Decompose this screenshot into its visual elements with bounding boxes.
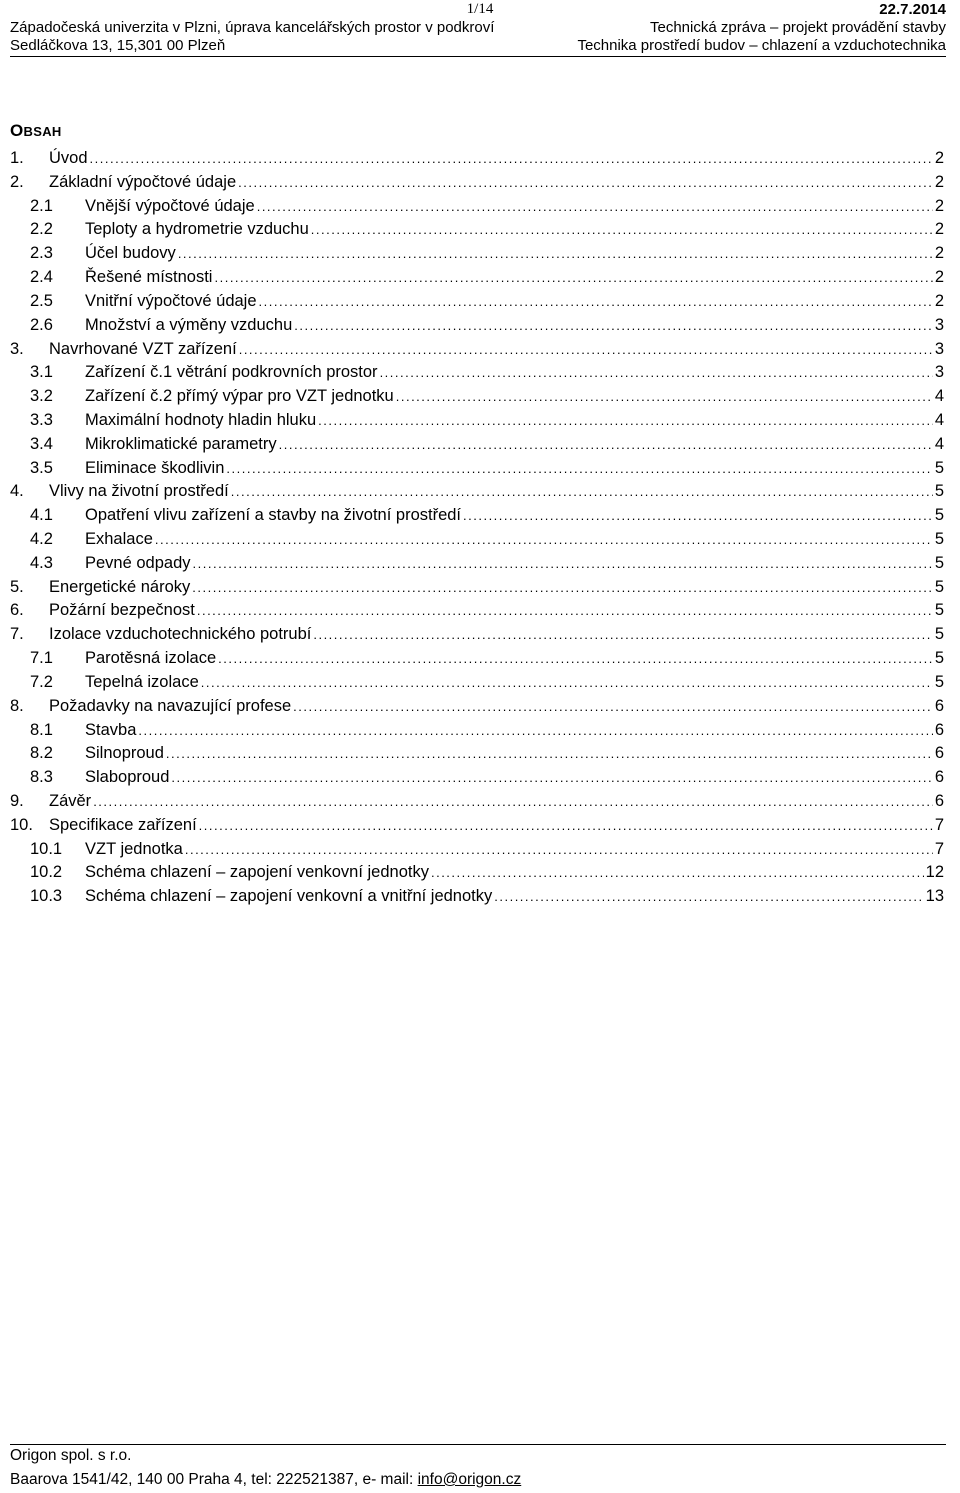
toc-entry[interactable]: [10, 552, 944, 576]
toc-entry-page: 6: [934, 791, 944, 810]
toc-entry-title: Izolace vzduchotechnického potrubí: [49, 625, 312, 644]
toc-title-rest: BSAH: [23, 124, 62, 139]
toc-entry-number: 7.2: [30, 672, 53, 691]
toc-entry-title: Pevné odpady: [85, 553, 191, 572]
toc-entry[interactable]: [10, 147, 944, 171]
toc-entry-number: 5.: [10, 577, 24, 596]
toc-dot-leader: [178, 242, 933, 266]
toc-entry[interactable]: [10, 266, 944, 290]
toc-entry-page: 2: [934, 220, 944, 239]
toc-entry-number: 4.: [10, 482, 24, 501]
toc-entry-page: 5: [934, 553, 944, 572]
toc-dot-leader: [201, 671, 933, 695]
toc-entry[interactable]: [10, 361, 944, 385]
toc-entry-number: 3.4: [30, 434, 53, 453]
toc-entry-title: Eliminace škodlivin: [85, 458, 225, 477]
toc-entry[interactable]: [10, 338, 944, 362]
toc-dot-leader: [93, 790, 933, 814]
toc-entry-number: 10.1: [30, 839, 63, 858]
toc-entry-title: Stavba: [85, 720, 137, 739]
toc-entry-title: Schéma chlazení – zapojení venkovní a vnitřní jednotky: [85, 887, 493, 906]
toc-entry-page: 3: [934, 339, 944, 358]
toc-entry[interactable]: [10, 433, 944, 457]
toc-entry-title: Závěr: [49, 791, 92, 810]
page-number: 1/14: [466, 1, 494, 17]
toc-entry[interactable]: [10, 790, 944, 814]
toc-entry-number: 2.1: [30, 196, 53, 215]
toc-dot-leader: [155, 528, 933, 552]
toc-entry-title: Základní výpočtové údaje: [49, 172, 237, 191]
toc-entry[interactable]: [10, 504, 944, 528]
toc-entry-title: Opatření vlivu zařízení a stavby na životní prostředí: [85, 506, 462, 525]
toc-entry-page: 5: [934, 530, 944, 548]
toc-entry-page: 6: [934, 720, 944, 739]
toc-entry[interactable]: [10, 671, 944, 695]
toc-entry[interactable]: [10, 576, 944, 600]
toc-entry[interactable]: [10, 171, 944, 195]
toc-entry-number: 6.: [10, 601, 24, 620]
toc-entry[interactable]: [10, 480, 944, 504]
toc-entry-number: 2.5: [30, 291, 53, 310]
toc-entry[interactable]: [10, 766, 944, 790]
toc-entry-number: 3.5: [30, 458, 53, 477]
toc-dot-leader: [238, 171, 933, 195]
project-name: Západočeská univerzita v Plzni, úprava kancelářských prostor v podkroví: [10, 19, 495, 36]
toc-entry-title: Energetické nároky: [49, 577, 191, 596]
toc-dot-leader: [185, 838, 933, 862]
toc-entry-title: Exhalace: [85, 530, 153, 548]
toc-dot-leader: [313, 623, 932, 647]
toc-entry-page: 5: [934, 506, 944, 525]
toc-entry-number: 3.1: [30, 363, 53, 382]
toc-entry-title: Parotěsná izolace: [85, 649, 217, 668]
footer-divider: [10, 1444, 946, 1445]
toc-dot-leader: [431, 861, 924, 885]
toc-entry-title: Úvod: [49, 149, 88, 167]
toc-entry-number: 2.2: [30, 220, 53, 239]
toc-entry-page: 2: [934, 291, 944, 310]
toc-entry-page: 13: [925, 887, 944, 906]
toc-dot-leader: [396, 385, 933, 409]
toc-dot-leader: [494, 885, 923, 909]
toc-entry[interactable]: [10, 742, 944, 766]
toc-entry-number: 8.2: [30, 744, 53, 763]
toc-entry[interactable]: [10, 385, 944, 409]
toc-entry-number: 4.2: [30, 530, 53, 548]
toc-entry-title: VZT jednotka: [85, 839, 183, 858]
toc-entry-title: Tepelná izolace: [85, 672, 199, 691]
document-date: 22.7.2014: [879, 1, 946, 18]
toc-entry-title: Požadavky na navazující profese: [49, 696, 292, 715]
toc-entry[interactable]: [10, 409, 944, 433]
toc-entry-number: 3.2: [30, 387, 53, 406]
toc-entry-title: Specifikace zařízení: [49, 815, 197, 834]
toc-dot-leader: [311, 218, 933, 242]
toc-dot-leader: [293, 695, 933, 719]
toc-entry-page: 4: [934, 410, 944, 429]
toc-entry-page: 2: [934, 268, 944, 287]
toc-entry-page: 5: [934, 625, 944, 644]
toc-entry-title: Teploty a hydrometrie vzduchu: [85, 220, 309, 239]
toc-entry-title: Slaboproud: [85, 768, 170, 787]
toc-entry-title: Schéma chlazení – zapojení venkovní jednotky: [85, 863, 429, 882]
toc-entry-number: 2.: [10, 172, 24, 191]
toc-entry-page: 5: [934, 458, 944, 477]
toc-entry-number: 7.: [10, 625, 24, 644]
toc-dot-leader: [239, 338, 933, 362]
company-contact: [10, 1471, 521, 1489]
toc-entry-title: Vnitřní výpočtové údaje: [85, 291, 257, 310]
toc-dot-leader: [279, 433, 933, 457]
toc-entry-title: Vnější výpočtové údaje: [85, 196, 255, 215]
toc-entry-number: 10.2: [30, 863, 63, 882]
toc-entry-number: 7.1: [30, 649, 53, 668]
toc-dot-leader: [318, 409, 933, 433]
toc-entry-page: 2: [934, 149, 944, 167]
toc-entry-page: 2: [934, 172, 944, 191]
toc-dot-leader: [138, 719, 932, 743]
toc-entry[interactable]: [10, 838, 944, 862]
toc-entry-page: 3: [934, 363, 944, 382]
toc-entry-number: 2.3: [30, 244, 53, 263]
toc-entry-page: 4: [934, 434, 944, 453]
toc-entry-number: 1.: [10, 149, 24, 167]
report-subject: Technika prostředí budov – chlazení a vzduchotechnika: [577, 37, 946, 54]
toc-entry-page: 5: [934, 672, 944, 691]
toc-entry[interactable]: [10, 861, 944, 885]
toc-entry-page: 4: [934, 387, 944, 406]
toc-dot-leader: [90, 147, 933, 171]
toc-entry-title: Navrhované VZT zařízení: [49, 339, 237, 358]
toc-dot-leader: [231, 480, 933, 504]
header-divider: [10, 56, 946, 57]
toc-dot-leader: [257, 195, 933, 219]
toc-entry-number: 3.3: [30, 410, 53, 429]
toc-entry-number: 10.3: [30, 887, 63, 906]
toc-dot-leader: [226, 457, 932, 481]
toc-entry[interactable]: [10, 814, 944, 838]
toc-entry-number: 4.3: [30, 553, 53, 572]
toc-entry-title: Účel budovy: [85, 244, 176, 263]
toc-dot-leader: [197, 599, 933, 623]
toc-entry-title: Množství a výměny vzduchu: [85, 315, 293, 334]
company-name: Origon spol. s r.o.: [10, 1447, 132, 1464]
toc-dot-leader: [218, 647, 933, 671]
toc-entry-title: Maximální hodnoty hladin hluku: [85, 410, 317, 429]
toc-entry[interactable]: [10, 290, 944, 314]
toc-entry[interactable]: [10, 218, 944, 242]
company-address: Baarova 1541/42, 140 00 Praha 4, tel: 222521387, e- mail:: [10, 1471, 418, 1488]
toc-entry[interactable]: [10, 719, 944, 743]
toc-entry[interactable]: [10, 195, 944, 219]
toc-entry[interactable]: [10, 314, 944, 338]
toc-entry-page: 6: [934, 744, 944, 763]
toc-entry-number: 8.1: [30, 720, 53, 739]
toc-entry-page: 2: [934, 196, 944, 215]
toc-entry[interactable]: [10, 599, 944, 623]
toc-entry-title: Zařízení č.1 větrání podkrovních prostor: [85, 363, 378, 382]
toc-entry[interactable]: [10, 528, 944, 552]
toc-entry[interactable]: [10, 647, 944, 671]
toc-entry-number: 8.3: [30, 768, 53, 787]
toc-dot-leader: [193, 552, 933, 576]
toc-dot-leader: [380, 361, 933, 385]
toc-dot-leader: [199, 814, 933, 838]
toc-entry-page: 6: [934, 768, 944, 787]
toc-entry-page: 5: [934, 649, 944, 668]
toc-entry[interactable]: [10, 623, 944, 647]
toc-entry-page: 5: [934, 577, 944, 596]
toc-entry-number: 10.: [10, 815, 33, 834]
toc-entry-title: Požární bezpečnost: [49, 601, 195, 620]
toc-entry-page: 6: [934, 696, 944, 715]
toc-dot-leader: [294, 314, 933, 338]
toc-entry-title: Mikroklimatické parametry: [85, 434, 277, 453]
toc-dot-leader: [171, 766, 932, 790]
report-type: Technická zpráva – projekt provádění stavby: [650, 19, 946, 36]
toc-entry-number: 9.: [10, 791, 24, 810]
project-address: Sedláčkova 13, 15,301 00 Plzeň: [10, 37, 226, 54]
toc-entry-number: 4.1: [30, 506, 53, 525]
toc-dot-leader: [259, 290, 933, 314]
toc-entry-page: 12: [925, 863, 944, 882]
toc-entry[interactable]: [10, 695, 944, 719]
toc-title-initial: O: [10, 121, 24, 140]
toc-entry[interactable]: [10, 885, 944, 909]
toc-entry[interactable]: [10, 457, 944, 481]
toc-entry-page: 5: [934, 482, 944, 501]
toc-entry-page: 3: [934, 315, 944, 334]
email-link[interactable]: info@origon.cz: [417, 1471, 522, 1488]
toc-dot-leader: [166, 742, 933, 766]
table-of-contents: [10, 147, 944, 909]
toc-entry-page: 7: [934, 815, 944, 834]
toc-entry-title: Vlivy na životní prostředí: [49, 482, 229, 501]
toc-entry-number: 3.: [10, 339, 24, 358]
toc-dot-leader: [214, 266, 932, 290]
toc-entry-page: 2: [934, 244, 944, 263]
toc-entry-title: Řešené místnosti: [85, 268, 213, 287]
toc-entry-title: Silnoproud: [85, 744, 164, 763]
toc-entry-number: 8.: [10, 696, 24, 715]
toc-dot-leader: [192, 576, 933, 600]
toc-entry-page: 7: [934, 839, 944, 858]
toc-entry-number: 2.6: [30, 315, 53, 334]
toc-title: [10, 121, 62, 141]
toc-entry-number: 2.4: [30, 268, 53, 287]
toc-dot-leader: [463, 504, 933, 528]
toc-entry-page: 5: [934, 601, 944, 620]
toc-entry[interactable]: [10, 242, 944, 266]
toc-entry-title: Zařízení č.2 přímý výpar pro VZT jednotku: [85, 387, 394, 406]
